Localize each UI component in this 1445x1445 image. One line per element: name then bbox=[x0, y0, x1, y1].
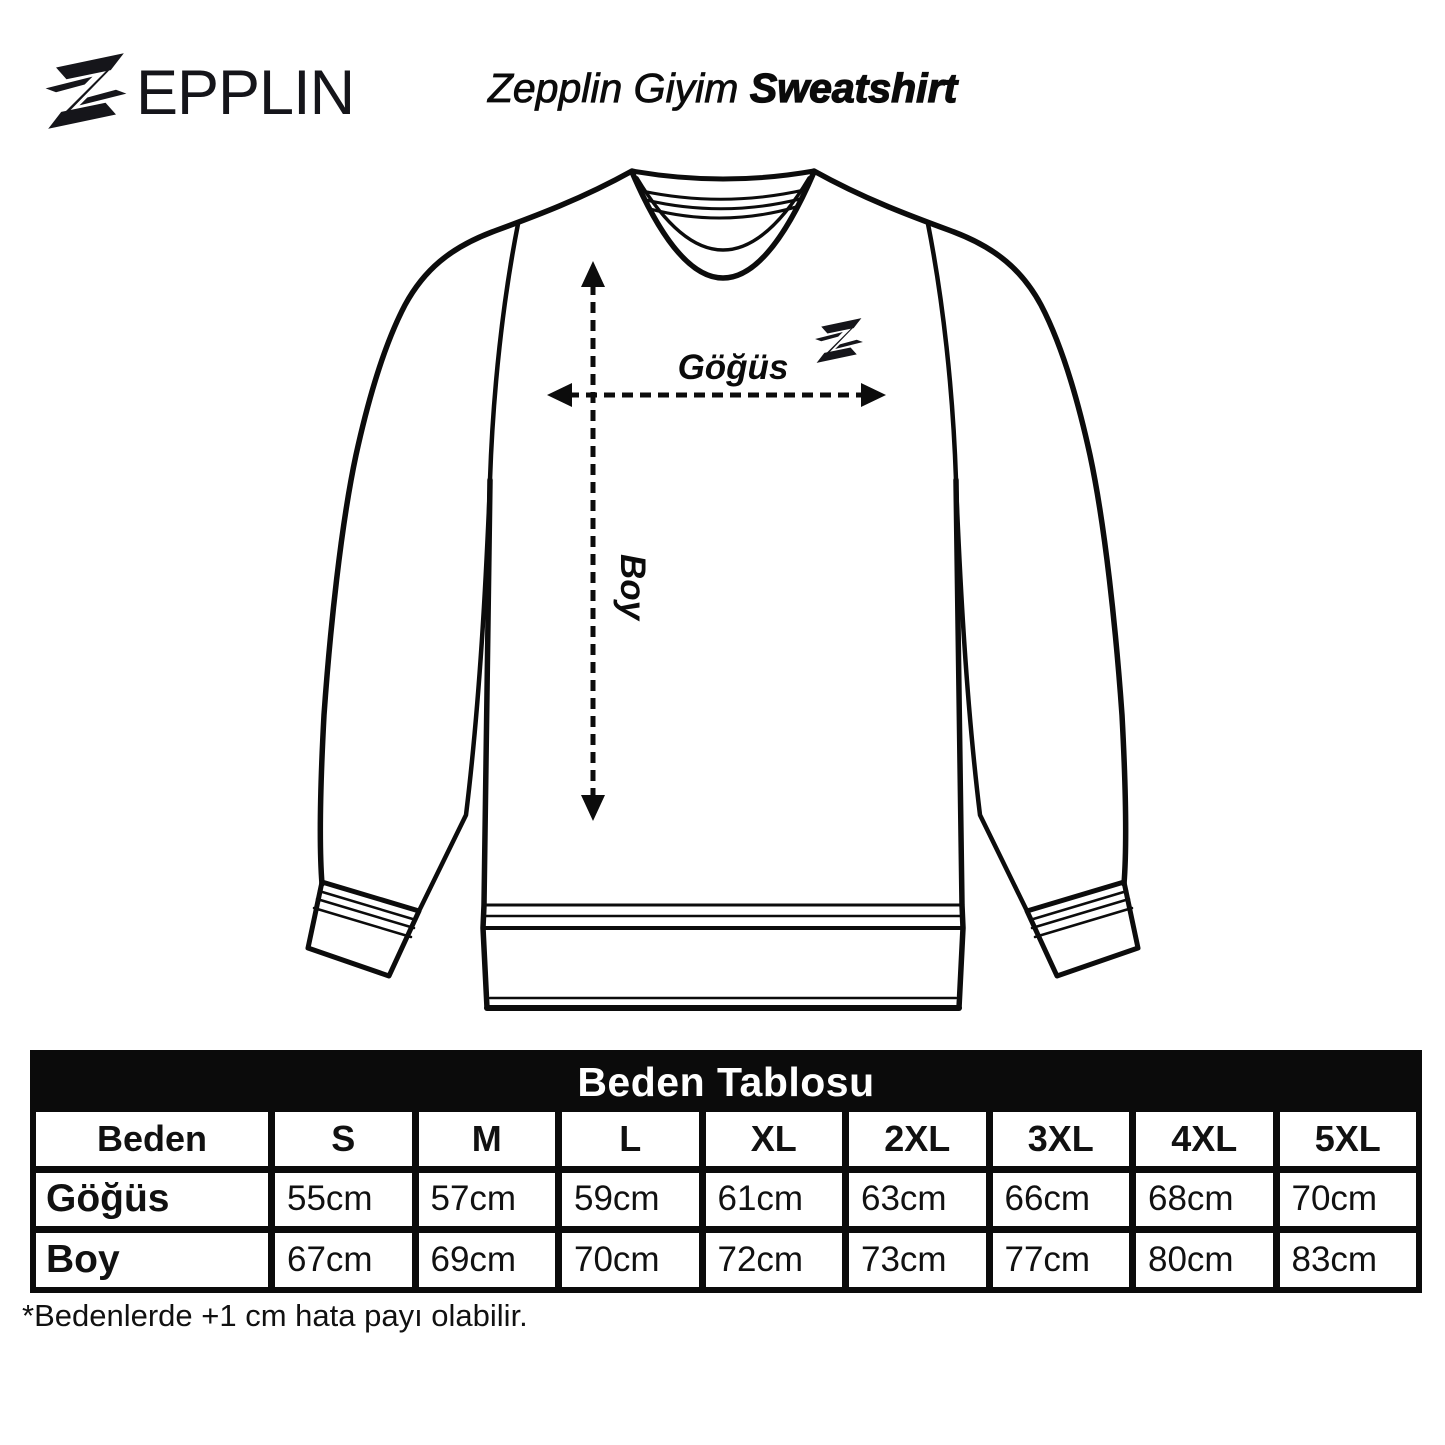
collar-rib bbox=[642, 190, 804, 199]
size-table-title: Beden Tablosu bbox=[577, 1059, 875, 1105]
length-measure-label: Boy bbox=[613, 553, 652, 621]
col-header-m: M bbox=[419, 1112, 556, 1166]
length-value-l: 70cm bbox=[562, 1233, 699, 1287]
col-header-xl: XL bbox=[706, 1112, 843, 1166]
col-header-beden: Beden bbox=[36, 1112, 268, 1166]
sleeve-outer-right bbox=[814, 171, 1126, 884]
chest-value-xl: 61cm bbox=[706, 1173, 843, 1227]
size-table-grid bbox=[36, 1112, 1416, 1287]
brand-logo-text: EPPLIN bbox=[136, 58, 355, 128]
sleeve-inner-right bbox=[956, 484, 1027, 911]
collar-top bbox=[632, 171, 814, 179]
chest-value-4xl: 68cm bbox=[1136, 1173, 1273, 1227]
chest-value-s: 55cm bbox=[275, 1173, 412, 1227]
chest-measure-label: Göğüs bbox=[677, 348, 789, 387]
sleeve-inner-left bbox=[419, 484, 490, 911]
length-value-xl: 72cm bbox=[706, 1233, 843, 1287]
chest-value-l: 59cm bbox=[562, 1173, 699, 1227]
col-header-l: L bbox=[562, 1112, 699, 1166]
col-header-s: S bbox=[275, 1112, 412, 1166]
length-value-m: 69cm bbox=[419, 1233, 556, 1287]
page-title-product: Sweatshirt bbox=[749, 65, 958, 111]
length-value-s: 67cm bbox=[275, 1233, 412, 1287]
arrowhead-left-icon bbox=[547, 383, 572, 407]
armhole-seam-left bbox=[490, 224, 518, 480]
length-value-3xl: 77cm bbox=[993, 1233, 1130, 1287]
collar-inner bbox=[637, 178, 809, 250]
cuff-left bbox=[308, 882, 419, 976]
arrowhead-down-icon bbox=[581, 795, 605, 821]
col-header-2xl: 2XL bbox=[849, 1112, 986, 1166]
chest-value-5xl: 70cm bbox=[1280, 1173, 1417, 1227]
row-label-chest: Göğüs bbox=[36, 1173, 268, 1227]
armhole-seam-right bbox=[928, 224, 956, 480]
col-header-4xl: 4XL bbox=[1136, 1112, 1273, 1166]
chest-value-m: 57cm bbox=[419, 1173, 556, 1227]
tolerance-footnote: *Bedenlerde +1 cm hata payı olabilir. bbox=[22, 1298, 528, 1333]
chest-value-2xl: 63cm bbox=[849, 1173, 986, 1227]
size-table bbox=[30, 1050, 1422, 1293]
col-header-3xl: 3XL bbox=[993, 1112, 1130, 1166]
chest-value-3xl: 66cm bbox=[993, 1173, 1130, 1227]
length-value-4xl: 80cm bbox=[1136, 1233, 1273, 1287]
chest-z-logo-icon bbox=[815, 318, 863, 363]
page-title-prefix: Zepplin Giyim bbox=[487, 65, 739, 111]
length-value-2xl: 73cm bbox=[849, 1233, 986, 1287]
collar-outer bbox=[632, 172, 814, 278]
arrowhead-right-icon bbox=[861, 383, 886, 407]
arrowhead-up-icon bbox=[581, 261, 605, 287]
length-measure-arrow bbox=[581, 261, 605, 821]
length-value-5xl: 83cm bbox=[1280, 1233, 1417, 1287]
cuff-right bbox=[1027, 882, 1138, 976]
row-label-length: Boy bbox=[36, 1233, 268, 1287]
col-header-5xl: 5XL bbox=[1280, 1112, 1417, 1166]
